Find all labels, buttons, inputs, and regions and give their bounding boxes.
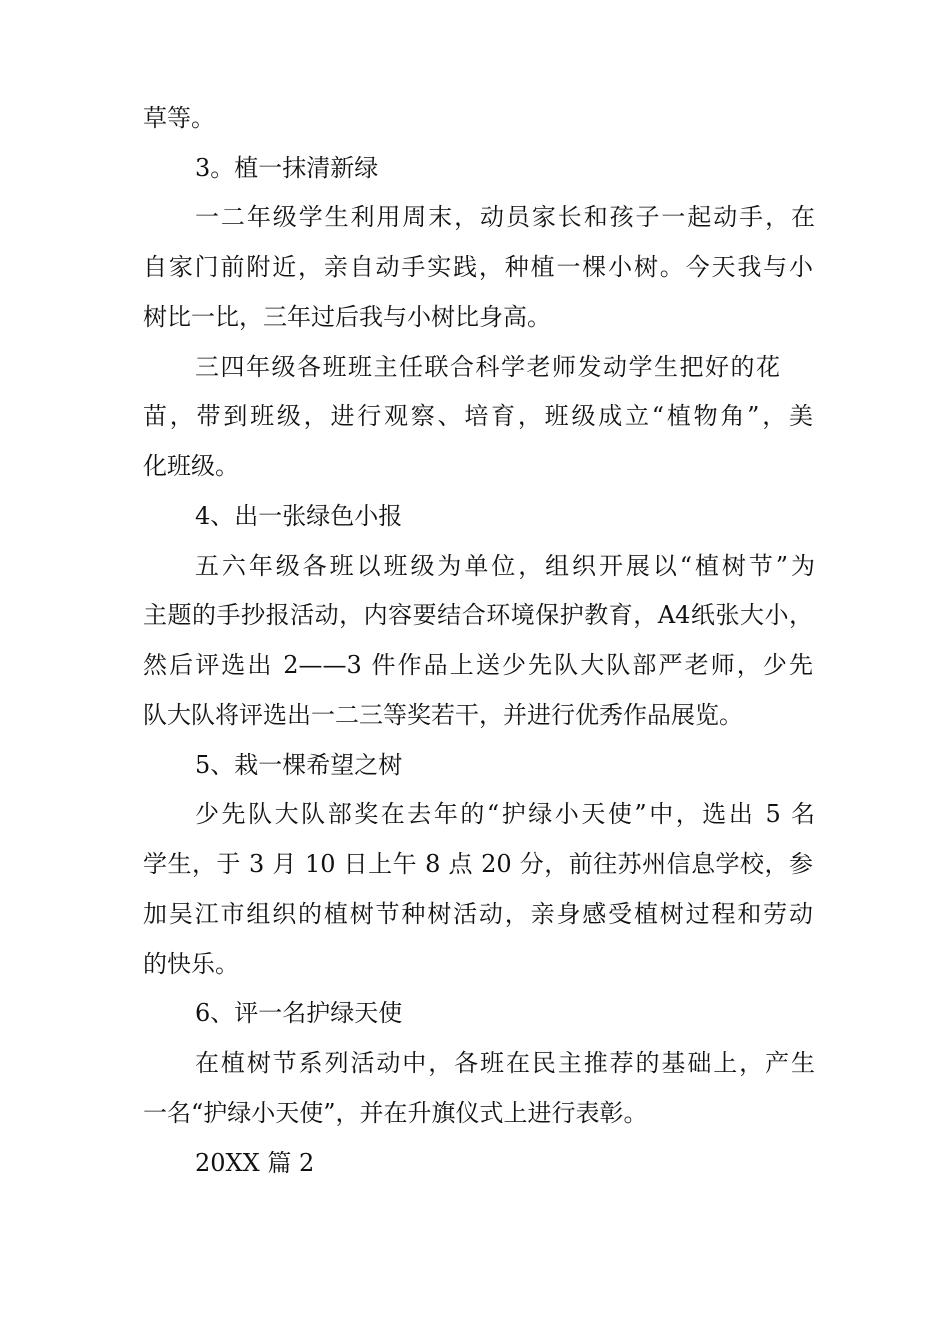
paragraph-line: 苗，带到班级，进行观察、培育，班级成立“植物角”，美	[143, 402, 813, 430]
paragraph-line: 五六年级各班以班级为单位，组织开展以“植树节”为	[195, 552, 815, 580]
paragraph-line: 少先队大队部奖在去年的“护绿小天使”中，选出 5 名	[195, 800, 815, 828]
paragraph-line: 在植树节系列活动中，各班在民主推荐的基础上，产生	[195, 1049, 815, 1077]
paragraph-line: 加吴江市组织的植树节种树活动，亲身感受植树过程和劳动	[143, 900, 813, 928]
section-heading: 4、出一张绿色小报	[195, 502, 403, 530]
paragraph-line: 一名“护绿小天使”，并在升旗仪式上进行表彰。	[143, 1099, 648, 1127]
paragraph-line: 然后评选出 2——3 件作品上送少先队大队部严老师，少先	[143, 651, 813, 679]
section-heading: 3。植一抹清新绿	[195, 154, 379, 182]
section-heading: 20XX 篇 2	[195, 1149, 315, 1177]
section-heading: 5、栽一棵希望之树	[195, 751, 403, 779]
paragraph-line: 三四年级各班班主任联合科学老师发动学生把好的花	[195, 353, 780, 381]
section-heading: 6、评一名护绿天使	[195, 999, 403, 1027]
paragraph-line: 化班级。	[143, 452, 239, 480]
paragraph-line: 一二年级学生利用周末，动员家长和孩子一起动手，在	[195, 203, 815, 231]
paragraph-line: 草等。	[143, 104, 215, 132]
paragraph-line: 队大队将评选出一二三等奖若干，并进行优秀作品展览。	[143, 701, 743, 729]
paragraph-line: 学生，于 3 月 10 日上午 8 点 20 分，前往苏州信息学校，参	[143, 850, 813, 878]
paragraph-line: 树比一比，三年过后我与小树比身高。	[143, 303, 551, 331]
paragraph-line: 的快乐。	[143, 950, 239, 978]
paragraph-line: 主题的手抄报活动，内容要结合环境保护教育，A4纸张大小，	[143, 601, 813, 629]
paragraph-line: 自家门前附近，亲自动手实践，种植一棵小树。今天我与小	[143, 253, 813, 281]
